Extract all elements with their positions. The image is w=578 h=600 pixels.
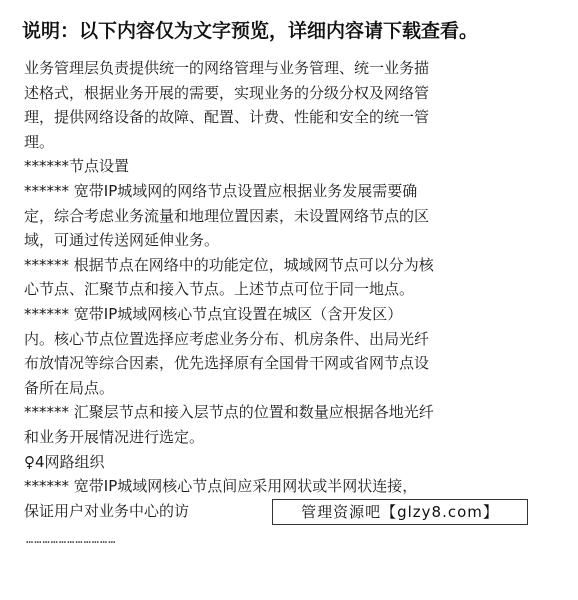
text-line: 域，可通过传送网延伸业务。 bbox=[24, 231, 220, 250]
text-line: 和业务开展情况进行选定。 bbox=[24, 427, 205, 446]
text-line: ****** 根据节点在网络中的功能定位，城域网节点可以分为核 bbox=[24, 255, 434, 274]
text-line: 理，提供网络设备的故障、配置、计费、性能和安全的统一管 bbox=[24, 108, 430, 127]
text-line: 备所在局点。 bbox=[24, 378, 115, 397]
text-line: ****** 宽带IP城域网核心节点间应采用网状或半网状连接， bbox=[24, 477, 418, 496]
text-line: 定，综合考虑业务流量和地理位置因素，未设置网络节点的区 bbox=[24, 206, 430, 225]
text-line: 内。核心节点位置选择应考虑业务分布、机房条件、出局光纤 bbox=[24, 329, 430, 348]
text-line: 述格式，根据业务开展的需要，实现业务的分级分权及网络管 bbox=[24, 83, 430, 102]
text-line: 布放情况等综合因素，优先选择原有全国骨干网或省网节点设 bbox=[24, 354, 430, 373]
text-line: ****** 宽带IP城域网核心节点宜设置在城区（含开发区） bbox=[24, 304, 403, 323]
text-line: ****** 宽带IP城域网的网络节点设置应根据业务发展需要确 bbox=[24, 181, 418, 200]
section-heading: ♀4网路组织 bbox=[24, 452, 105, 471]
truncation-ellipsis: …………………………… bbox=[26, 532, 117, 546]
text-line: 心节点、汇聚节点和接入节点。上述节点可位于同一地点。 bbox=[24, 280, 415, 299]
preview-notice: 说明：以下内容仅为文字预览，详细内容请下载查看。 bbox=[22, 20, 479, 42]
section-heading: ******节点设置 bbox=[24, 157, 130, 176]
document-body bbox=[24, 56, 556, 523]
text-line: 业务管理层负责提供统一的网络管理与业务管理、统一业务描 bbox=[24, 59, 430, 77]
text-line: 保证用户对业务中心的访 bbox=[24, 501, 190, 520]
site-watermark: 管理资源吧【glzy8.com】 bbox=[272, 499, 528, 525]
text-line: 理。 bbox=[24, 132, 55, 151]
text-line: ****** 汇聚层节点和接入层节点的位置和数量应根据各地光纤 bbox=[24, 403, 434, 422]
